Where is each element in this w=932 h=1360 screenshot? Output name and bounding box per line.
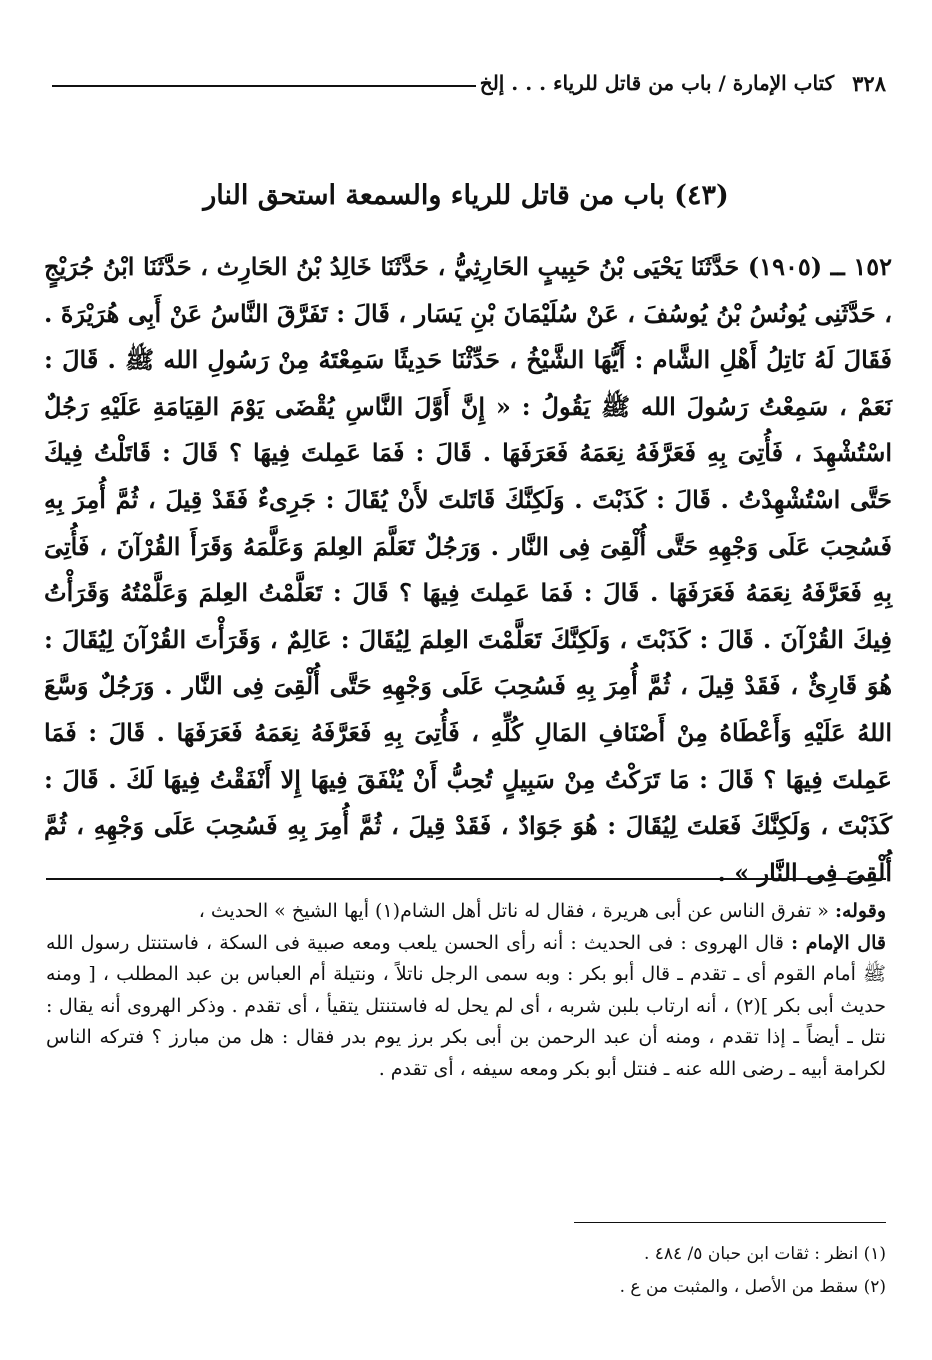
- header-rule: [52, 85, 476, 87]
- commentary-imam-label: قال الإمام :: [791, 931, 886, 954]
- commentary-separator: [46, 878, 886, 880]
- commentary-body: قال الهروى : فى الحديث : أنه رأى الحسن يلعب ومعه صبية فى السكة ، فاستنتل رسول الله ﷺ أمام القوم أى ـ تقدم ـ قال أبو بكر : وبه سمى الرجل ناتلاً ، ونتيلة أم العباس بن عبد المطلب ، [ ومنه حديث أبى بكر ](٢) ، أنه ارتاب بلبن شربه ، أى لم يحل له فاستنتل يتقيأ ، أى تقدم . وذكر الهروى أنه يقال : نتل ـ أيضاً ـ إذا تقدم ، ومنه أن عبد الرحمن بن أبى بكر برز يوم بدر فقال : هل من مبارز ؟ فتركه الناس لكرامة أبيه ـ رضى الله عنه ـ فنتل أبو بكر ومعه سيفه ، أى تقدم .: [46, 931, 886, 1080]
- commentary-block: [46, 896, 886, 1085]
- footnote-1: (١) انظر : ثقات ابن حبان ٥/ ٤٨٤ .: [643, 1244, 886, 1264]
- hadith-text: ١٥٢ ــ (١٩٠٥) حَدَّثَنَا يَحْيَى بْنُ حَبِيبٍ الحَارِثِيُّ ، حَدَّثَنَا خَالِدُ بْنُ الحَارِث ، حَدَّثَنَا ابْنُ جُرَيْجٍ ، حَدَّثَنِى يُونُسُ بْنُ يُوسُفَ ، عَنْ سُلَيْمَانَ بْنِ يَسَار ، قَالَ : تَفَرَّقَ النَّاسُ عَنْ أَبِى هُرَيْرَةَ . فَقَالَ لَهُ نَاتِلُ أَهْلِ الشَّام : أَيُّهَا الشَّيْخُ ، حَدِّثْنَا حَدِيثًا سَمِعْتَهُ مِنْ رَسُولِ الله ﷺ . قَالَ : نَعَمْ ، سَمِعْتُ رَسُولَ الله ﷺ يَقُولُ : « إِنَّ أَوَّلَ النَّاسِ يُقْضَى يَوْمَ القِيَامَةِ عَلَيْهِ رَجُلٌ اسْتُشْهِدَ ، فَأُتِىَ بِهِ فَعَرَّفَهُ نِعَمَهُ فَعَرَفَهَا . قَالَ : فَمَا عَمِلتَ فِيهَا ؟ قَالَ : قَاتَلْتُ فِيكَ حَتَّى اسْتُشْهِدْتُ . قَالَ : كَذَبْتَ . وَلَكِنَّكَ قَاتَلتَ لأَنْ يُقَالَ : جَرِىءٌ فَقَدْ قِيلَ ، ثُمَّ أُمِرَ بِهِ فَسُحِبَ عَلَى وَجْهِهِ حَتَّى أُلْقِىَ فِى النَّار . وَرَجُلٌ تَعَلَّمَ العِلمَ وَعَلَّمَهُ وَقَرَأَ القُرْآنَ ، فَأُتِىَ بِهِ فَعَرَّفَهُ نِعَمَهُ فَعَرَفَهَا . قَالَ : فَمَا عَمِلتَ فِيهَا ؟ قَالَ : تَعَلَّمْتُ العِلمَ وَعَلَّمْتُهُ وَقَرَأْتُ فِيكَ القُرْآنَ . قَالَ : كَذَبْتَ ، وَلَكِنَّكَ تَعَلَّمْتَ العِلمَ لِيُقَالَ : عَالِمٌ ، وَقَرَأْتَ القُرْآنَ لِيُقَالَ : هُوَ قَارِئٌ ، فَقَدْ قِيلَ ، ثُمَّ أُمِرَ بِهِ فَسُحِبَ عَلَى وَجْهِهِ حَتَّى أُلْقِىَ فِى النَّار . وَرَجُلٌ وَسَّعَ اللهُ عَلَيْهِ وَأَعْطَاهُ مِنْ أَصْنَافِ المَالِ كُلِّهِ ، فَأُتِىَ بِهِ فَعَرَّفَهُ نِعَمَهُ فَعَرَفَهَا . قَالَ : فَمَا عَمِلتَ فِيهَا ؟ قَالَ : مَا تَرَكْتُ مِنْ سَبِيلٍ تُحِبُّ أَنْ يُنْفَقَ فِيهَا إِلا أَنْفَقْتُ فِيهَا لَكَ . قَالَ : كَذَبْتَ ، وَلَكِنَّكَ فَعَلتَ لِيُقَالَ : هُوَ جَوَادٌ ، فَقَدْ قِيلَ ، ثُمَّ أُمِرَ بِهِ فَسُحِبَ عَلَى وَجْهِهِ ، ثُمَّ أُلْقِىَ فِى النَّار » .: [44, 252, 893, 887]
- chapter-title: (٤٣) باب من قاتل للرياء والسمعة استحق النار: [203, 180, 729, 211]
- commentary-intro-text: « تفرق الناس عن أبى هريرة ، فقال له ناتل أهل الشام(١) أيها الشيخ » الحديث ،: [198, 900, 829, 922]
- page-number: ٣٢٨: [852, 70, 886, 96]
- running-header: [38, 66, 886, 100]
- footnotes: [260, 1238, 886, 1304]
- running-title: كتاب الإمارة / باب من قاتل للرياء . . . إلخ: [479, 71, 835, 95]
- footnote-separator: [574, 1222, 886, 1223]
- footnote-2: (٢) سقط من الأصل ، والمثبت من ع .: [619, 1277, 886, 1297]
- commentary-intro-label: وقوله:: [834, 900, 886, 922]
